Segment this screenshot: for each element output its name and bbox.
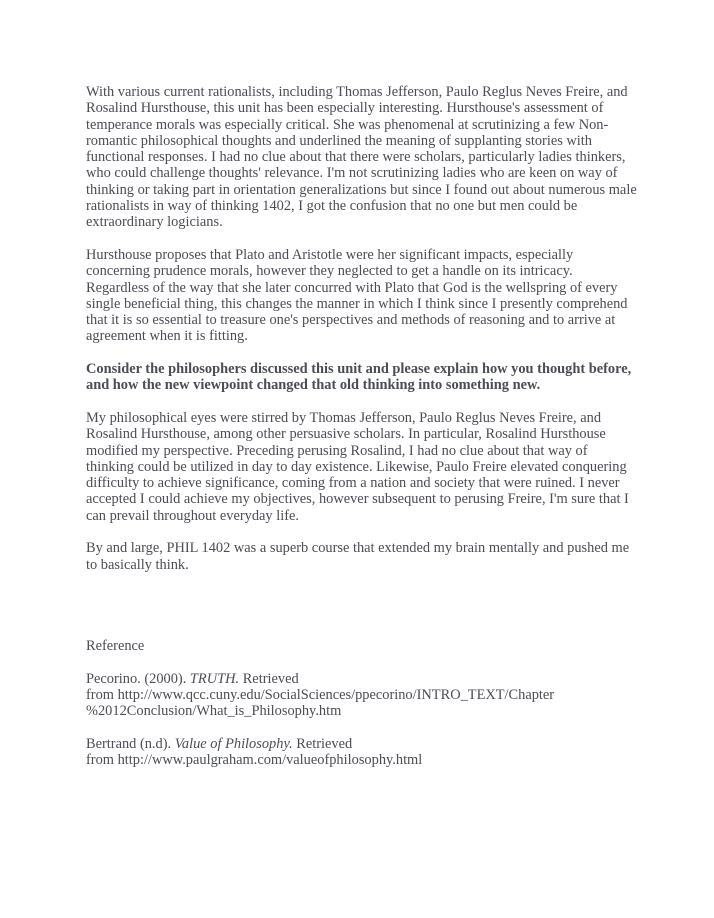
reference-retrieved: Retrieved — [239, 670, 299, 687]
reference-url-link[interactable]: from http://www.qcc.cuny.edu/SocialSciences/ppecorino/INTRO_TEXT/Chapter — [86, 686, 555, 703]
reference-heading: Reference — [86, 638, 145, 655]
paragraph-answer: My philosophical eyes were stirred by Thomas Jefferson, Paulo Reglus Neves Freire, and Rosalind Hursthouse, among other persuasive scholars. In particular, Rosalind Hursthouse modified my perspective. Preceding perusing Rosalind, I had no clue about that way of thinking could be utilized in day to day existence. Likewise, Paulo Freire elevated conquering difficulty to achieve significance, coming from a nation and society that were ruined. I never accepted I could achieve my objectives, however subsequent to perusing Freire, I'm sure that I can prevail throughout everyday life. — [86, 409, 629, 524]
paragraph-conclusion: By and large, PHIL 1402 was a superb course that extended my brain mentally and pushed me to basically think. — [86, 540, 630, 573]
reference-citation-line — [86, 736, 638, 752]
paragraph-hursthouse: Hursthouse proposes that Plato and Aristotle were her significant impacts, especially concerning prudence morals, however they neglected to get a handle on its intricacy. Regardless of the way that she later concurred with Plato that God is the wellspring of every single beneficial thing, this changes the manner in which I think since I presently comprehend that it is so essential to treasure one's perspectives and methods of reasoning and to arrive at agreement when it is fitting. — [86, 246, 628, 345]
reference-url-link[interactable]: from http://www.paulgraham.com/valueofphilosophy.html — [86, 752, 423, 769]
reference-title: Value of Philosophy. — [174, 735, 293, 752]
reference-author: Bertrand (n.d). — [86, 735, 175, 752]
discussion-question: Consider the philosophers discussed this unit and please explain how you thought before, and how the new viewpoint changed that old thinking into something new. — [86, 361, 632, 394]
reference-title: TRUTH. — [189, 670, 240, 687]
reference-entry — [86, 671, 638, 720]
document-body — [86, 84, 638, 785]
reference-retrieved: Retrieved — [292, 735, 353, 752]
reference-author: Pecorino. (2000). — [86, 670, 190, 687]
section-spacer — [86, 589, 638, 638]
reference-url-link-continued[interactable]: %2012Conclusion/What_is_Philosophy.htm — [86, 703, 342, 720]
paragraph-intro: With various current rationalists, including Thomas Jefferson, Paulo Reglus Neves Freire, and Rosalind Hursthouse, this unit has been especially interesting. Hursthouse's assessment of temperance morals was especially critical. She was phenomenal at scrutinizing a few Non-romantic philosophical thoughts and underlined the meaning of supplanting stories with functional responses. I had no clue about that there were scholars, particularly ladies thinkers, who could challenge thoughts' relevance. I'm not scrutinizing ladies who are keen on way of thinking or taking part in orientation generalizations but since I found out about numerous male rationalists in way of thinking 1402, I got the confusion that no one but men could be extraordinary logicians. — [86, 84, 637, 231]
reference-entry — [86, 736, 638, 769]
reference-citation-line — [86, 671, 638, 687]
